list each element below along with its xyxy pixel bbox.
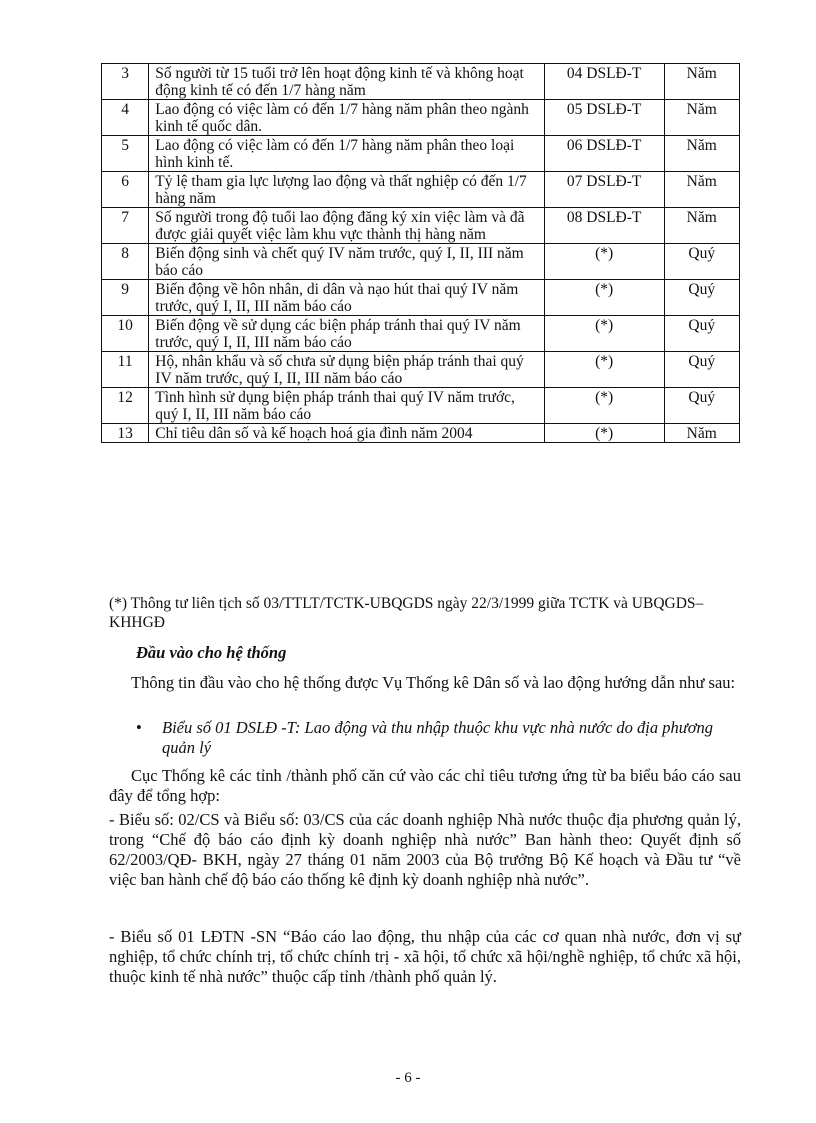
period-cell: Quý xyxy=(664,280,740,316)
row-number-cell: 12 xyxy=(102,388,149,424)
instruction-paragraph: Cục Thống kê các tỉnh /thành phố căn cứ vào các chỉ tiêu tương ứng từ ba biểu báo cáo sau đây để tổng hợp: xyxy=(109,766,741,805)
period-cell: Năm xyxy=(664,100,740,136)
indicator-name-cell: Lao động có việc làm có đến 1/7 hàng năm phân theo loại hình kinh tế. xyxy=(149,136,544,172)
table-row xyxy=(102,280,740,316)
table-row xyxy=(102,208,740,244)
period-cell: Năm xyxy=(664,64,740,100)
form-code-cell: 06 DSLĐ-T xyxy=(544,136,664,172)
table-body xyxy=(102,64,740,443)
table-row xyxy=(102,388,740,424)
table-row xyxy=(102,64,740,100)
report-forms-table xyxy=(101,63,740,443)
table-row xyxy=(102,136,740,172)
bullet-item xyxy=(136,718,740,758)
indicator-name-cell: Hộ, nhân khẩu và số chưa sử dụng biện pháp tránh thai quý IV năm trước, quý I, II, III năm báo cáo xyxy=(149,352,544,388)
table-row xyxy=(102,172,740,208)
section-heading: Đầu vào cho hệ thống xyxy=(136,643,287,662)
form-code-cell: (*) xyxy=(544,280,664,316)
row-number-cell: 10 xyxy=(102,316,149,352)
period-cell: Quý xyxy=(664,316,740,352)
form-code-cell: (*) xyxy=(544,424,664,443)
row-number-cell: 6 xyxy=(102,172,149,208)
table-row xyxy=(102,244,740,280)
table-row xyxy=(102,316,740,352)
bullet-text: Biểu số 01 DSLĐ -T: Lao động và thu nhập thuộc khu vực nhà nước do địa phương quản lý xyxy=(162,718,714,757)
footnote: (*) Thông tư liên tịch số 03/TTLT/TCTK-UBQGDS ngày 22/3/1999 giữa TCTK và UBQGDS–KHHGĐ xyxy=(109,595,704,631)
indicator-name-cell: Tình hình sử dụng biện pháp tránh thai quý IV năm trước, quý I, II, III năm báo cáo xyxy=(149,388,544,424)
form-code-cell: (*) xyxy=(544,352,664,388)
period-cell: Quý xyxy=(664,352,740,388)
form-code-cell: 05 DSLĐ-T xyxy=(544,100,664,136)
row-number-cell: 8 xyxy=(102,244,149,280)
row-number-cell: 3 xyxy=(102,64,149,100)
intro-paragraph: Thông tin đầu vào cho hệ thống được Vụ Thống kê Dân số và lao động hướng dẫn như sau: xyxy=(131,673,736,692)
page-number: - 6 - xyxy=(395,1070,421,1086)
period-cell: Quý xyxy=(664,244,740,280)
form-code-cell: (*) xyxy=(544,316,664,352)
period-cell: Năm xyxy=(664,424,740,443)
indicator-name-cell: Biến động về hôn nhân, di dân và nạo hút thai quý IV năm trước, quý I, II, III năm báo cáo xyxy=(149,280,544,316)
form-code-cell: (*) xyxy=(544,244,664,280)
row-number-cell: 11 xyxy=(102,352,149,388)
indicator-name-cell: Số người từ 15 tuổi trở lên hoạt động kinh tế và không hoạt động kinh tế có đến 1/7 hàng năm xyxy=(149,64,544,100)
indicator-name-cell: Biến động về sử dụng các biện pháp tránh thai quý IV năm trước, quý I, II, III năm báo cáo xyxy=(149,316,544,352)
period-cell: Năm xyxy=(664,136,740,172)
table-row xyxy=(102,352,740,388)
form-code-cell: 04 DSLĐ-T xyxy=(544,64,664,100)
bullet-icon: • xyxy=(136,718,142,737)
form-code-cell: 08 DSLĐ-T xyxy=(544,208,664,244)
indicator-name-cell: Lao động có việc làm có đến 1/7 hàng năm phân theo ngành kinh tế quốc dân. xyxy=(149,100,544,136)
form-code-cell: 07 DSLĐ-T xyxy=(544,172,664,208)
indicator-name-cell: Biến động sinh và chết quý IV năm trước, quý I, II, III năm báo cáo xyxy=(149,244,544,280)
form-01-ldtn-paragraph: - Biểu số 01 LĐTN -SN “Báo cáo lao động, thu nhập của các cơ quan nhà nước, đơn vị sự nghiệp, tổ chức chính trị, tổ chức chính trị - xã hội, tổ chức xã hội/nghề nghiệp, tổ chức xã hội, thuộc kinh tế nhà nước” thuộc cấp tỉnh /thành phố quản lý. xyxy=(109,927,741,986)
row-number-cell: 7 xyxy=(102,208,149,244)
row-number-cell: 4 xyxy=(102,100,149,136)
period-cell: Năm xyxy=(664,208,740,244)
indicator-name-cell: Số người trong độ tuổi lao động đăng ký xin việc làm và đã được giải quyết việc làm khu vực thành thị hàng năm xyxy=(149,208,544,244)
indicator-name-cell: Tỷ lệ tham gia lực lượng lao động và thất nghiệp có đến 1/7 hàng năm xyxy=(149,172,544,208)
table-row xyxy=(102,100,740,136)
table-row xyxy=(102,424,740,443)
form-02-03-paragraph: - Biểu số: 02/CS và Biểu số: 03/CS của các doanh nghiệp Nhà nước thuộc địa phương quản lý, trong “Chế độ báo cáo định kỳ doanh nghiệp nhà nước” Ban hành theo: Quyết định số 62/2003/QĐ- BKH, ngày 27 tháng 01 năm 2003 của Bộ trưởng Bộ Kế hoạch và Đầu tư “về việc ban hành chế độ báo cáo thống kê định kỳ doanh nghiệp nhà nước”. xyxy=(109,810,741,889)
form-code-cell: (*) xyxy=(544,388,664,424)
period-cell: Quý xyxy=(664,388,740,424)
indicator-name-cell: Chỉ tiêu dân số và kế hoạch hoá gia đình năm 2004 xyxy=(149,424,544,443)
period-cell: Năm xyxy=(664,172,740,208)
row-number-cell: 13 xyxy=(102,424,149,443)
row-number-cell: 9 xyxy=(102,280,149,316)
row-number-cell: 5 xyxy=(102,136,149,172)
